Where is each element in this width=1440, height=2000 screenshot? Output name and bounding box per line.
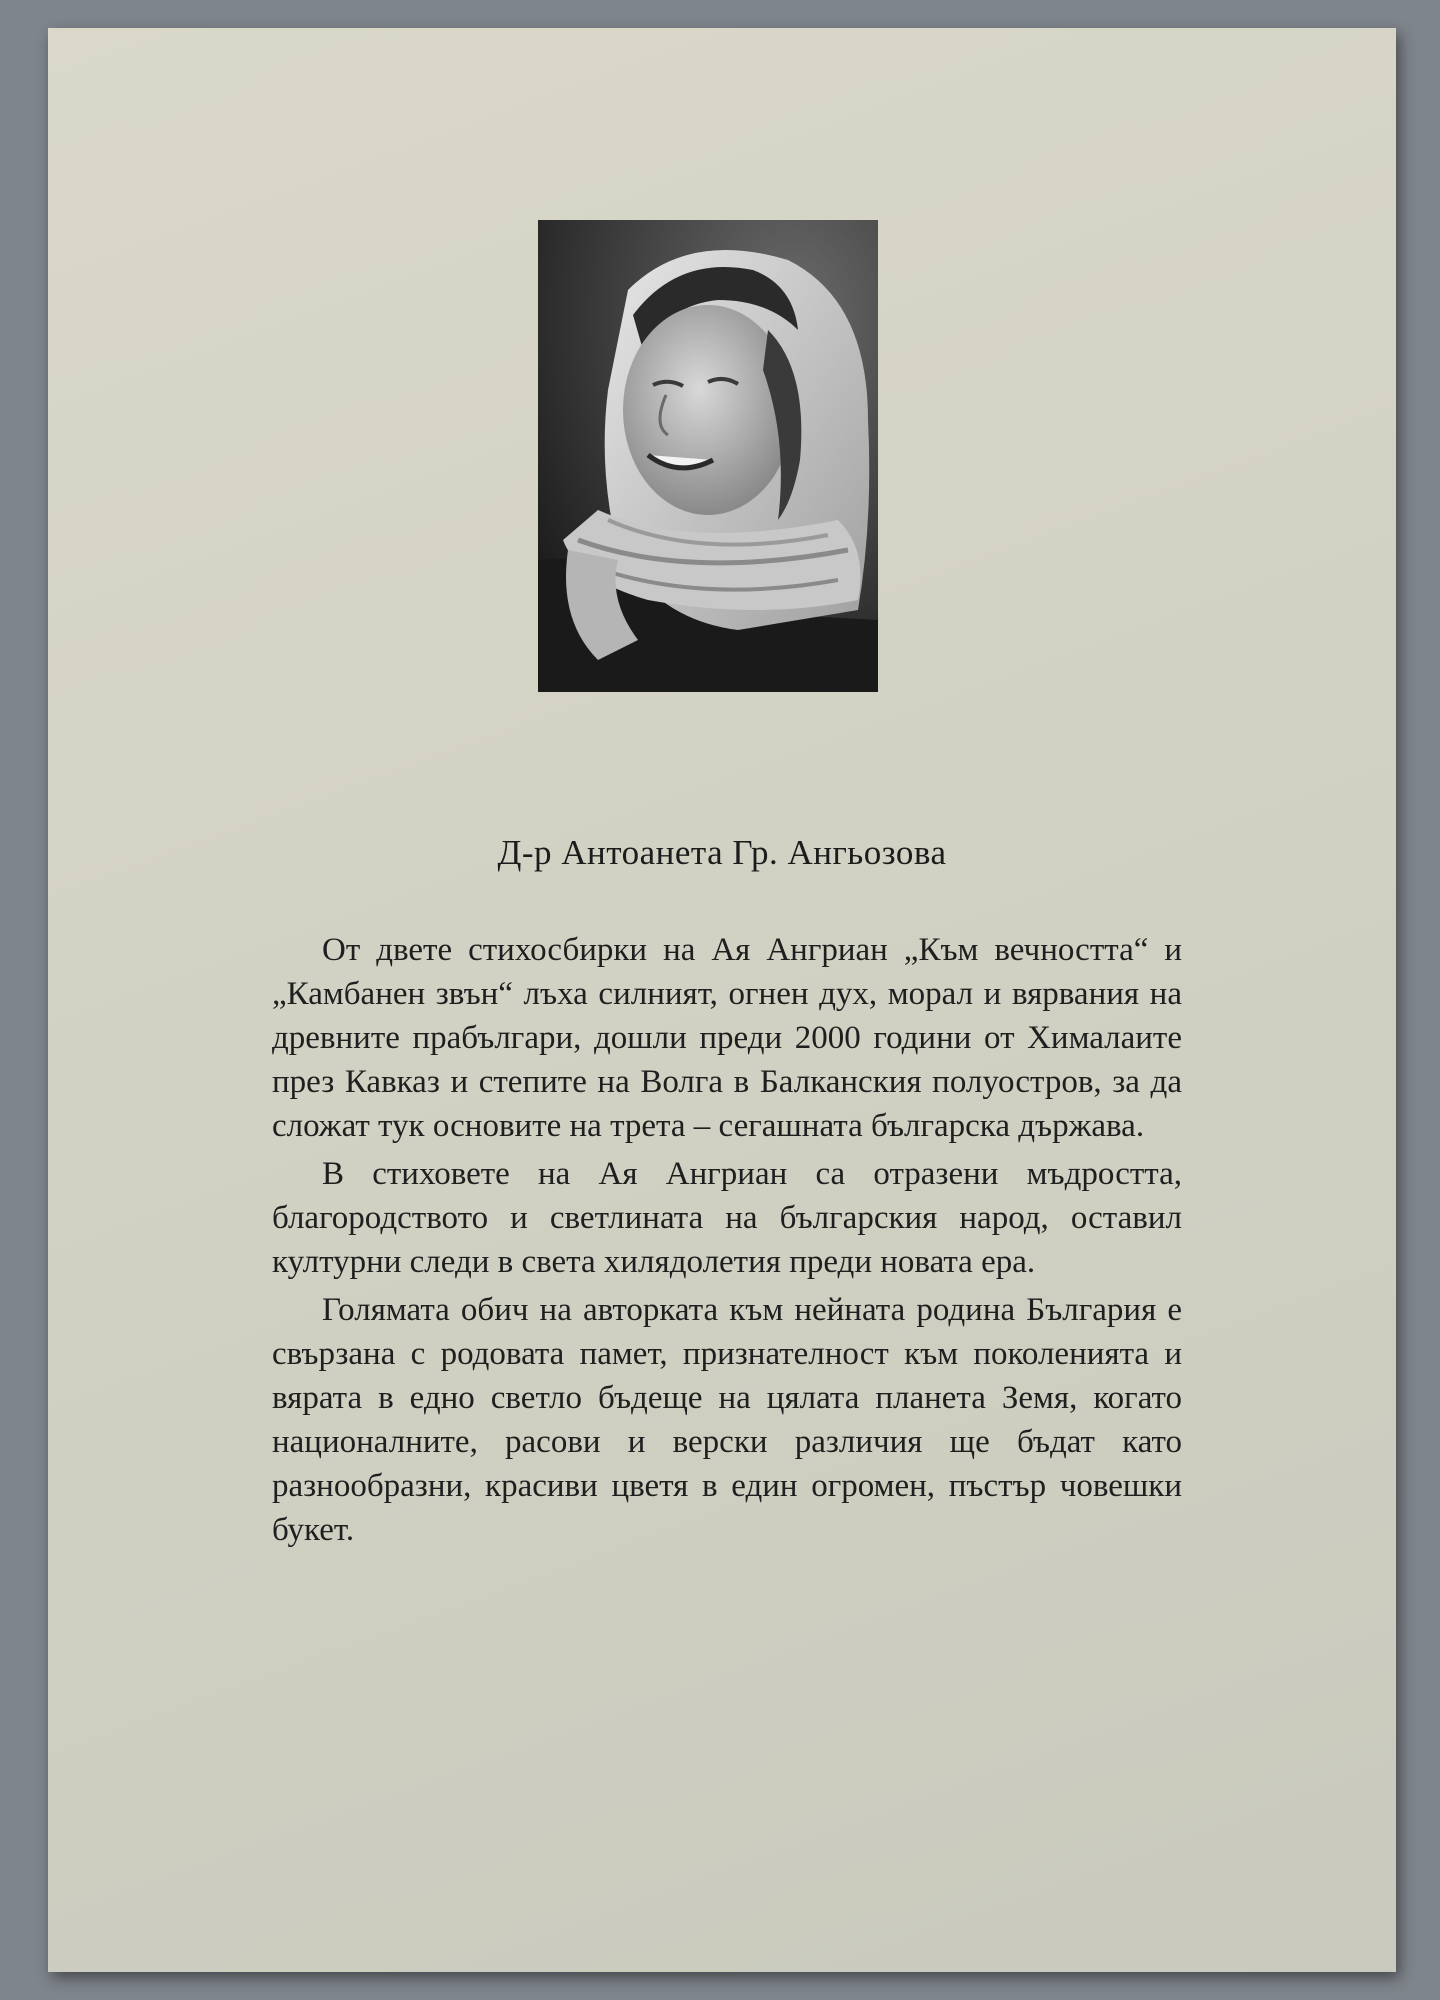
paragraph-3: Голямата обич на авторката към нейната родина България е свързана с родовата памет, признателност към поколенията и вярата в едно светло бъдеще на цялата планета Земя, когато националните, расови и верски различия ще бъдат като разнообразни, красиви цветя в един огромен, пъстър човешки букет. (272, 1292, 1182, 1548)
description-text (272, 928, 1182, 1556)
paragraph-2: В стиховете на Ая Ангриан са отразени мъдростта, благородството и светлината на българския народ, оставил културни следи в света хилядолетия преди новата ера. (272, 1156, 1182, 1280)
author-portrait-photo (538, 220, 878, 692)
book-back-cover (48, 28, 1396, 1972)
paragraph-1: От двете стихосбирки на Ая Ангриан „Към вечността“ и „Камбанен звън“ лъха силният, огнен дух, морал и вярвания на древните прабългари, дошли преди 2000 години от Хималаите през Кавказ и степите на Волга в Балканския полуостров, за да сложат тук основите на трета – сегашната българска държава. (272, 932, 1182, 1144)
author-name: Д-р Антоанета Гр. Ангьозова (497, 833, 947, 872)
